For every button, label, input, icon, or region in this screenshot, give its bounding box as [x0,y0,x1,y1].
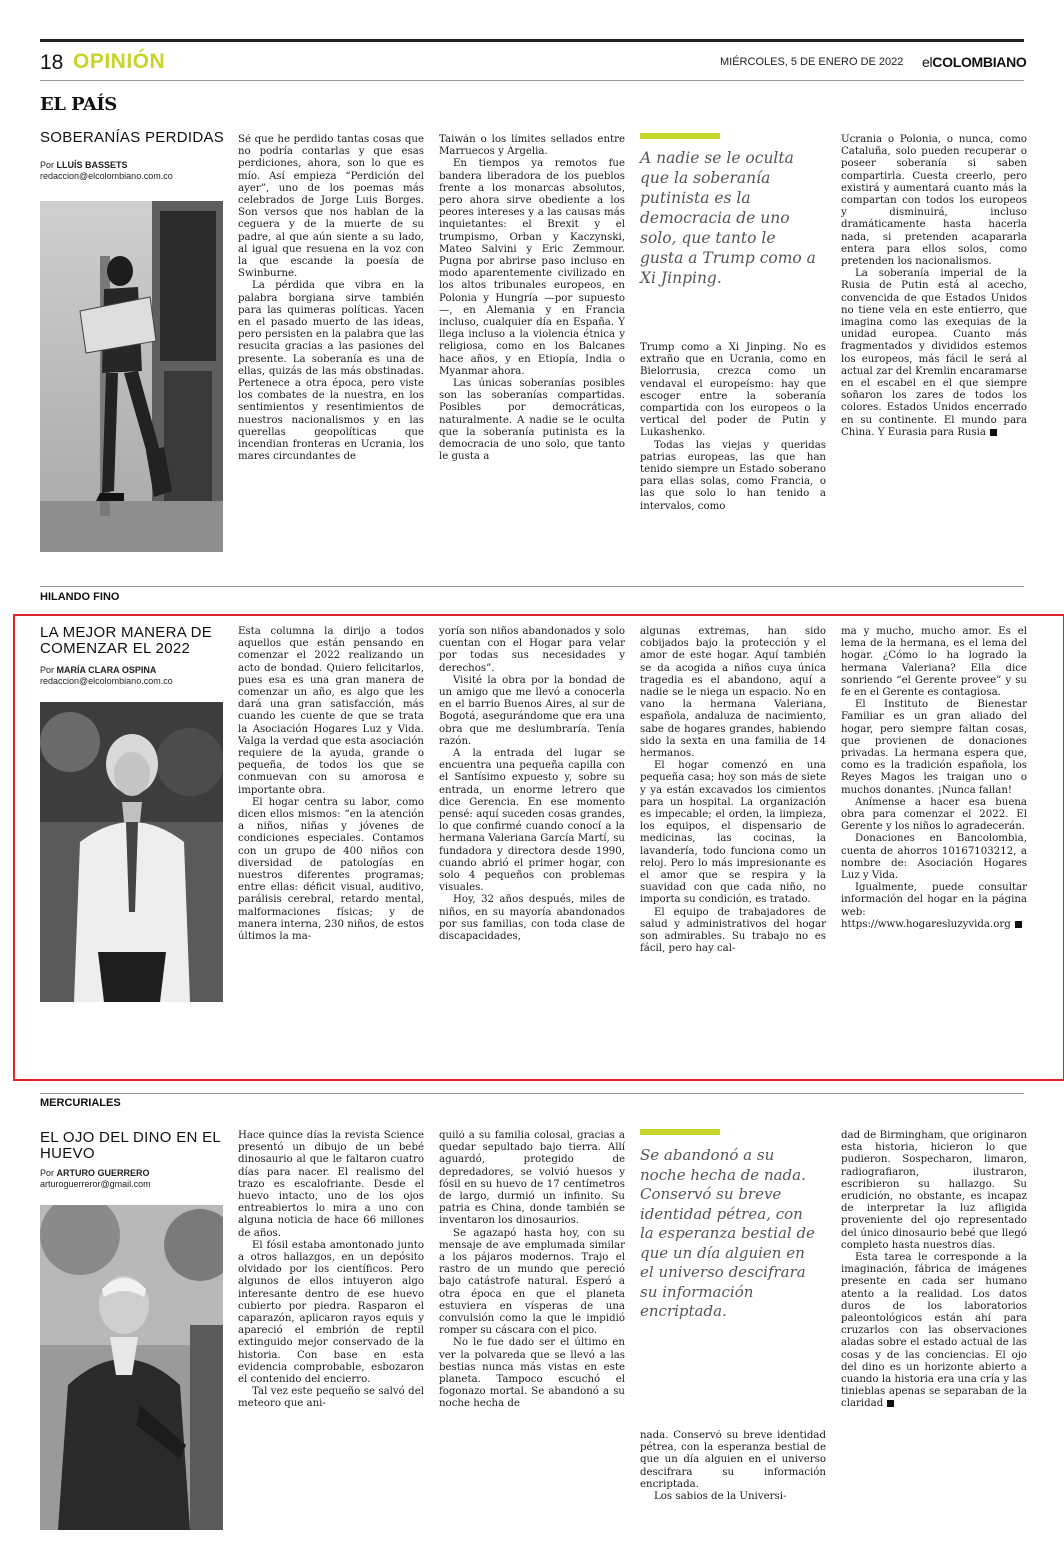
paragraph: Todas las viejas y queridas patrias europeas, las que han tenido siempre un Estado soberano para ellas solas, como Francia, o las que solo lo han tenido a intervalos, como [640,439,826,512]
section-divider [40,586,1024,587]
paragraph: Esta columna la dirijo a todos aquellos que están pensando en comenzar el 2022 realizando un acto de bondad. Quiero felicitarlos, pues esa es una gran manera de comenzar un año, es algo que les dará una gran satisfacción, más cuando les cuente de que se trata la Asociación Hogares Luz y Vida. Valga la verdad que esta asociación requiere de la ayuda, grande o pequeña, de todos los que se conmuevan con su amorosa e importante obra. [238,626,424,796]
paragraph: Anímense a hacer esa buena obra para comenzar el 2022. El Gerente y los niños lo agradecerán. [841,796,1027,833]
article3-photo [40,1205,223,1530]
article2-column-2 [439,626,625,1046]
el-pais-logo: EL PAÍS [40,94,117,115]
end-of-article-mark [990,429,997,436]
article3-title: EL OJO DEL DINO EN EL HUEVO [40,1129,221,1162]
paragraph: El equipo de trabajadores de salud y administrativos del hogar son admirables. Su trabajo no es fácil, pero hay cal- [640,906,826,955]
paragraph-text: Esta tarea le corresponde a la imaginación, fábrica de imágenes presente en cada ser humano atento a la realidad. Los datos duros de los laboratorios paleontológicos están ahí para cruzarlos con las observaciones aladas sobre el estado actual de las cosas y de las conciencias. El ojo del dino es un horizonte abierto a cuando la historia era una cría y las tinieblas apenas se separaban de la claridad [841,1252,1027,1410]
issue-date: MIÉRCOLES, 5 DE ENERO DE 2022 [720,56,904,68]
article2-column-3 [640,626,826,1046]
article3-column-1 [238,1130,424,1535]
paragraph: Sé que he perdido tantas cosas que no podría contarlas y que esas perdiciones, ahora, son lo que es mío. Así empieza “Perdición del ayer”, uno de los poemas más celebrados de Jorge Luis Borges. Son versos que nos hablan de la ceguera y de la muerte de su padre, al que aún siente a su lado, al igual que resuena en la voz con la que escande la poesía de Swinburne. [238,134,424,280]
article1-title: SOBERANÍAS PERDIDAS [40,129,225,146]
article1-photo [40,201,223,552]
article1-pull-quote: A nadie se le oculta que la soberanía putinista es la democracia de uno solo, que tanto le gusta a Trump como a Xi Jinping. [640,149,816,287]
article2-author: MARÍA CLARA OSPINA [56,665,157,675]
paragraph: Tal vez este pequeño se salvó del meteoro que ani- [238,1386,424,1410]
article3-column-2 [439,1130,625,1535]
article3-byline [40,1168,230,1190]
paragraph: El Instituto de Bienestar Familiar es un gran aliado del hogar, pero siempre faltan cosas, que provienen de donaciones privadas. La hermana espera que, como es la tradición española, los Reyes Magos les traigan uno o muchos donantes. ¡Nunca fallan! [841,699,1027,796]
author-portrait-photo-icon [40,1205,223,1530]
paragraph: nada. Conservó su breve identidad pétrea, con la esperanza bestial de que un día alguien en el universo descifrara su información encriptada. [640,1430,826,1490]
paragraph: Se agazapó hasta hoy, con su mensaje de ave emplumada similar a los pájaros modernos. Trajo el rastro de un mundo que pereció bajo catástrofe natural. Esperó a otra época en que el planeta estuviera en vísperas de una convulsión como la que le impidió romper su cáscara con el pico. [439,1227,625,1337]
paragraph: Las únicas soberanías posibles son las soberanías compartidas. Posibles por democráticas, naturalmente. A nadie se le oculta que la soberanía putinista es la democracia de uno solo, que tanto le gusta a [439,378,625,463]
paragraph: El hogar comenzó en una pequeña casa; hoy son más de siete y ya están excavados los cimientos para un hospital. La organización es impecable; el orden, la limpieza, los equipos, el dispensario de medicinas, las cocinas, la lavandería, todo funciona como un reloj. Pero lo más impresionante es el amor que se respira y la suavidad con que cada niño, no importa su condición, es tratado. [640,760,826,906]
paragraph: Los sabios de la Universi- [654,1491,787,1503]
paragraph: ma y mucho, mucho amor. Es el lema de la hermana, es el lema del hogar. ¿Cómo lo ha logrado la hermana Valeriana? Ella dice sonriendo “el Gerente provee” y su fe en el Gerente es contagiosa. [841,626,1027,699]
article3-author: ARTURO GUERRERO [56,1168,150,1178]
paragraph: En tiempos ya remotos fue bandera liberadora de los pueblos frente a los monarcas absolutos, pero ahora sirve obediente a los peores intereses y a las causas más inquietantes: el Brexit y el trumpismo, Orban y Kaczynski, Mateo Salvini y Eric Zemmour. Pugna por abrirse paso incluso en modo aparentemente civilizado en los altos tribunales europeos, en Polonia y Hungría —por supuesto—, en Alemania y en Francia incluso, cualquier día en España. Y llega incluso a la violencia étnica y religiosa, como en los Balcanes hace años, y en Etiopía, India o Myanmar ahora. [439,158,625,377]
paragraph: El hogar centra su labor, como dicen ellos mismos: “en la atención a niños, niñas y jóvenes de condiciones especiales. Contamos con un grupo de 400 niños con diversidad de patologías en nuestros diferentes programas; entre ellas: déficit visual, auditivo, parálisis cerebral, retardo mental, malformaciones físicas; y de manera interna, 230 niños, de estos últimos la ma- [238,796,424,943]
article2-column-1 [238,626,424,1046]
paragraph: Trump como a Xi Jinping. No es extraño que en Ucrania, como en Bielorrusia, crezca como un vendaval el europeísmo: hay que escoger entre la soberanía compartida con los europeos o la vertical del poder de Putin y Lukashenko. [640,342,826,439]
end-of-article-mark [1015,921,1022,928]
article3-section-label: MERCURIALES [40,1097,121,1109]
end-of-article-mark [887,1400,894,1407]
paragraph: dad de Birmingham, que originaron esta historia, hicieron lo que pudieron. Sospecharon, limaron, radiografiaron, ilustraron, escribieron su hallazgo. Su erudición, no obstante, es incapaz de interpretar la luz afligida proveniente del ojo representado del único dinosaurio bebé que llegó completo hasta nuestros días. [841,1130,1027,1251]
section-divider [40,1093,1024,1094]
paragraph: No le fue dado ser el último en ver la polvareda que se llevó a las bestias nunca más vistas en este planeta. Tampoco escuchó el fogonazo mortal. Se abandonó a su noche hecha de [439,1337,625,1410]
header-divider [40,80,1024,81]
byline-prefix: Por [40,160,57,170]
paragraph [841,1252,1027,1411]
paragraph: Hoy, 32 años después, miles de niños, en su mayoría abandonados por sus familias, con toda clase de discapacidades, [439,894,625,943]
paragraph: Donaciones en Bancolombia, cuenta de ahorros 10167103212, a nombre de: Asociación Hogares Luz y Vida. [841,833,1027,882]
paragraph: La pérdida que vibra en la palabra borgiana sirve también para las quimeras políticas. Yacen en el pasado muerto de las ideas, pero persisten en la palabra que las resucita gracias a las pasiones del presente. La soberanía es una de ellas, quizás de las más obstinadas. Pertenece a otra época, pero viste los combates de la nuestra, en los sentimientos y resentimientos de nuestros nacionalismos y en las querellas geopolíticas que incendian fronteras en Ucrania, los mares circundantes de [238,280,424,463]
byline-prefix: Por [40,1168,57,1178]
paragraph-text: Igualmente, puede consultar información del hogar en la página web: https://www.hogaresluzyvida.org [841,882,1027,930]
article1-column-2 [439,134,625,552]
article2-photo [40,702,223,1002]
paragraph: Visité la obra por la bondad de un amigo que me llevó a conocerla en el barrio Buenos Aires, al sur de Bogotá, asegurándome que era una obra que me deslumbraría. Tenía razón. [439,674,625,747]
paragraph: El fósil estaba amontonado junto a otros hallazgos, en un depósito olvidado por los científicos. Pero algunos de ellos intuyeron algo interesante dentro de ese huevo cubierto por piedra. Rasparon el caparazón, aplicaron rayos equis y apareció el embrión de reptil extinguido mejor conservado de la historia. Con base en esta evidencia comprobable, esbozaron el contenido del encierro. [238,1239,424,1386]
page-number: 18 [40,51,64,74]
paragraph: algunas extremas, han sido cobijados bajo la protección y el amor de este hogar. Aquí también se da acogida a niños cuya única tragedia es el abandono, aquí a nadie se le niega un espacio. No en vano la hermana Valeriana, española, andaluza de nacimiento, sabe de hogares grandes, habiendo sido la sexta en una familia de 14 hermanos. [640,626,826,760]
article2-column-4 [841,626,1027,1046]
paragraph-text: La soberanía imperial de la Rusia de Putin está al acecho, convencida de que Estados Unidos no tiene vela en este entierro, que imagina como las exequias de la unidad europea. Cuanto más fragmentados y divididos estemos los europeos, más fácil le será al actual zar del Kremlin encaramarse en el escabel en el que siempre soñaron los zares de todos los colores. Estados Unidos encerrado en su continente. El mundo para China. Y Eurasia para Rusia [841,268,1027,438]
newspaper-logo-main: COLOMBIANO [932,54,1027,70]
article2-email: redaccion@elcolombiano.com.co [40,676,173,686]
article1-column-3 [640,342,826,552]
paragraph: Ucrania o Polonia, o nunca, como Cataluña, solo pueden recuperar o poseer soberanía si saben compartirla. Cuesta creerlo, pero existirá y aumentará cuanto más la compartan con todos los europeos y disminuirá, incluso dramáticamente hasta hacerla nada, si pretenden acapararla entera para ellos solos, como pretenden los nacionalismos. [841,134,1027,268]
bronze-statue-reading-photo-icon [40,201,223,552]
paragraph [841,268,1027,439]
article1-byline [40,160,230,182]
article2-title: LA MEJOR MANERA DE COMENZAR EL 2022 [40,624,213,657]
paragraph: A la entrada del lugar se encuentra una pequeña capilla con el Santísimo expuesto y, sobre su entrada, un enorme letrero que dice Gerencia. En ese momento pensé: aquí suceden cosas grandes, lo que confirmé cuando conocí a la hermana Valeriana García Martí, su fundadora y directora desde 1990, cuando abrió el primer hogar, con solo 4 pequeños con problemas visuales. [439,748,625,894]
article1-author: LLUÍS BASSETS [56,160,128,170]
article3-email: arturoguerreror@gmail.com [40,1179,151,1189]
section-title: OPINIÓN [73,50,166,73]
pull-quote-bar [640,1129,720,1135]
article2-section-label: HILANDO FINO [40,591,120,603]
paragraph [841,882,1027,931]
pull-quote-bar [640,133,720,139]
newspaper-logo [922,54,1027,70]
article1-email: redaccion@elcolombiano.com.co [40,171,173,181]
header-rule [40,39,1024,42]
article1-column-4 [841,134,1027,552]
author-portrait-photo-icon [40,702,223,1002]
article3-pull-quote: Se abandonó a su noche hecha de nada. Conservó su breve identidad pétrea, con la esperanza bestial de que un día alguien en el universo descifrara su información encriptada. [640,1146,815,1320]
paragraph: Taiwán o los límites sellados entre Marruecos y Argelia. [439,134,625,158]
article3-column-3 [640,1430,826,1535]
paragraph: yoría son niños abandonados y solo cuentan con el Hogar para velar por todas sus necesidades y derechos”. [439,626,625,674]
newspaper-logo-prefix: el [922,54,933,70]
paragraph: Hace quince días la revista Science presentó un dibujo de un bebé dinosaurio al que le faltaron cuatro días para nacer. El realismo del trazo es escalofriante. Desde el huevo intacto, uno de los ojos entreabiertos lo mira a uno con alguna noticia de hace 66 millones de años. [238,1130,424,1239]
article1-column-1 [238,134,424,552]
byline-prefix: Por [40,665,57,675]
paragraph: quiló a su familia colosal, gracias a quedar sepultado bajo tierra. Allí aguardó, protegido de depredadores, se volvió huesos y fósil en su huevo de 17 centímetros de largo, durmió un infinito. Su patria es China, donde también se inventaron los dinosaurios. [439,1130,625,1227]
article2-byline [40,665,230,687]
article3-column-4 [841,1130,1027,1535]
